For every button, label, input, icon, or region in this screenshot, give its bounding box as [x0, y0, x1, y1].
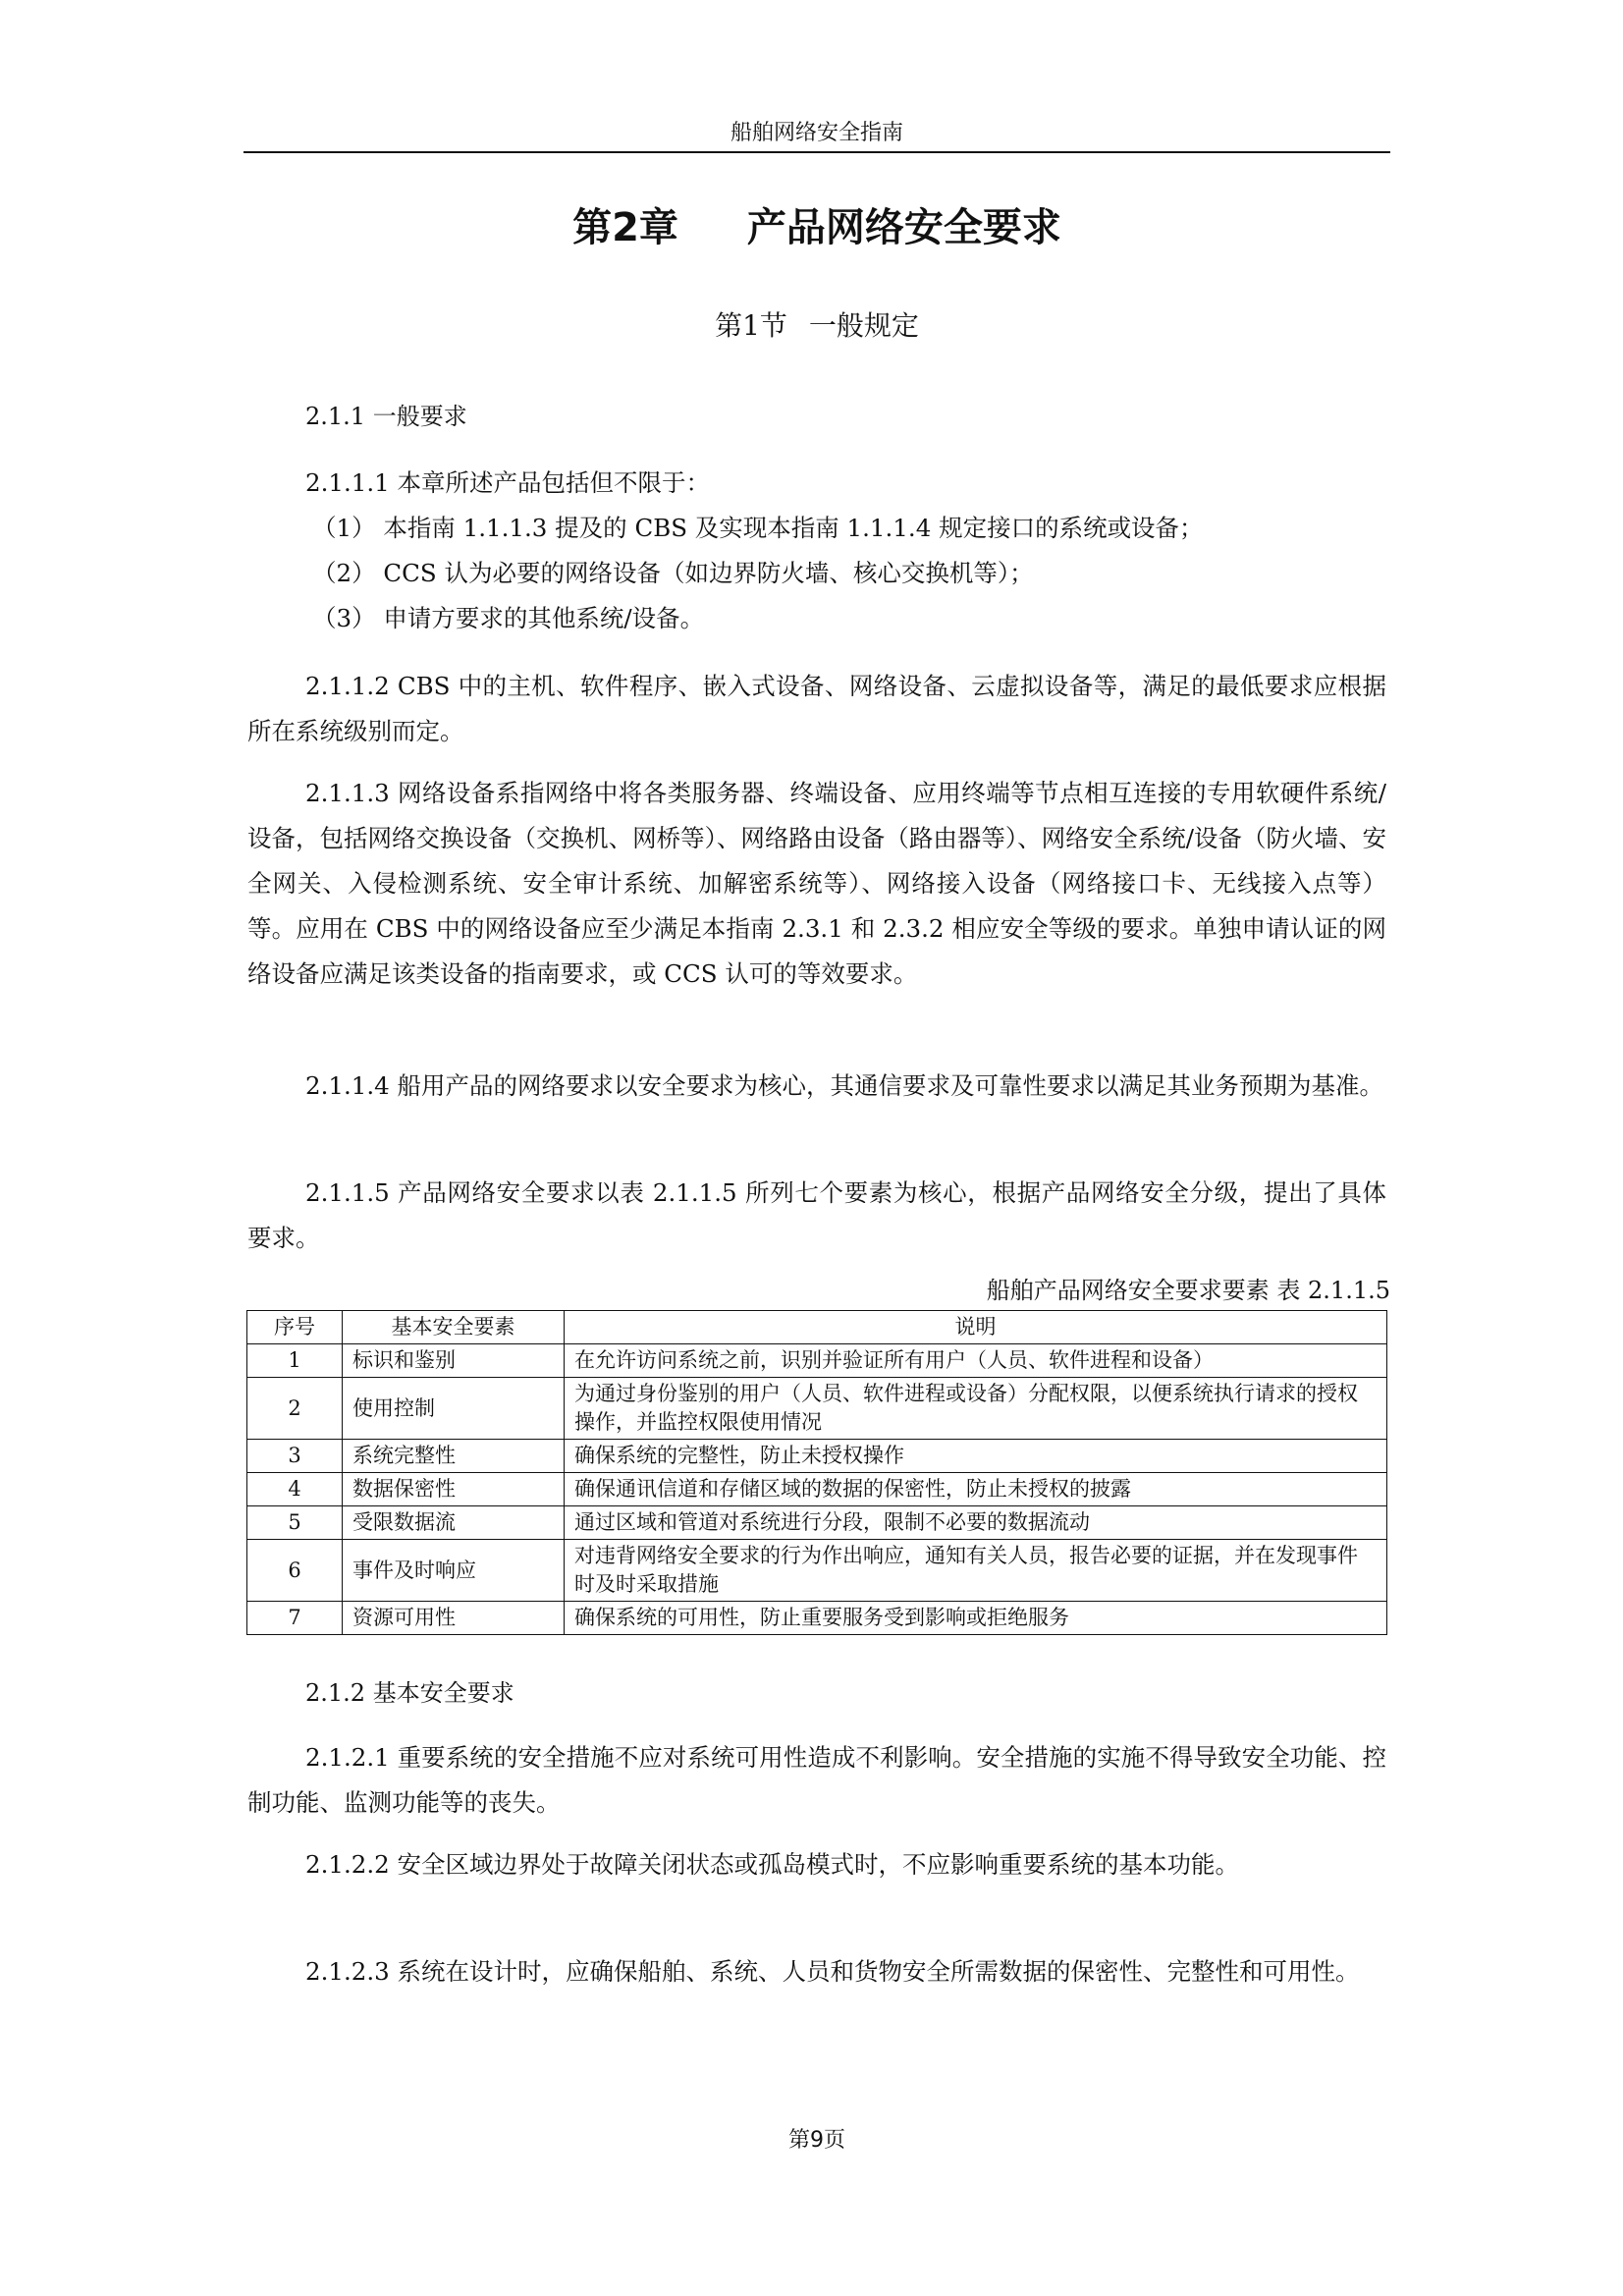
cell-index: 4 [247, 1473, 343, 1506]
section-number: 第1节 [715, 309, 787, 342]
table-row [247, 1344, 1387, 1378]
header-cell: 说明 [565, 1311, 1387, 1344]
table-row [247, 1473, 1387, 1506]
section-name: 一般规定 [808, 309, 919, 342]
cell-element: 受限数据流 [343, 1506, 565, 1540]
paragraph-2-1-2-3: 2.1.2.3 系统在设计时，应确保船舶、系统、人员和货物安全所需数据的保密性、完整性和可用性。 [305, 1957, 1360, 1986]
list-item: （1） 本指南 1.1.1.3 提及的 CBS 及实现本指南 1.1.1.4 规定接口的系统或设备； [312, 514, 1204, 542]
paragraph-2-1-2-2: 2.1.2.2 安全区域边界处于故障关闭状态或孤岛模式时，不应影响重要系统的基本功能。 [305, 1850, 1239, 1879]
paragraph-2-1-1-2: 2.1.1.2 CBS 中的主机、软件程序、嵌入式设备、网络设备、云虚拟设备等，满足的最低要求应根据所在系统级别而定。 [247, 672, 1386, 745]
cell-element: 标识和鉴别 [343, 1344, 565, 1378]
paragraph-2-1-2-1: 2.1.2.1 重要系统的安全措施不应对系统可用性造成不利影响。安全措施的实施不得导致安全功能、控制功能、监测功能等的丧失。 [247, 1743, 1386, 1817]
table-row [247, 1506, 1387, 1540]
chapter-number: 第2章 [572, 205, 678, 250]
cell-index: 2 [247, 1378, 343, 1440]
cell-description: 对违背网络安全要求的行为作出响应，通知有关人员，报告必要的证据，并在发现事件时及时采取措施 [565, 1540, 1387, 1602]
section-title [243, 304, 1390, 344]
paragraph-2-1-1-3: 2.1.1.3 网络设备系指网络中将各类服务器、终端设备、应用终端等节点相互连接的专用软硬件系统/设备，包括网络交换设备（交换机、网桥等）、网络路由设备（路由器等）、网络安全系统/设备（防火墙、安全网关、入侵检测系统、安全审计系统、加解密系统等）、网络接入设备（网络接口卡、无线接入点等）等。应用在 CBS 中的网络设备应至少满足本指南 2.3.1 和 2.3.2 相应安全等级的要求。单独申请认证的网络设备应满足该类设备的指南要求，或 CCS 认可的等效要求。 [247, 779, 1386, 988]
cell-description: 确保系统的完整性，防止未授权操作 [565, 1440, 1387, 1473]
table-header-row [247, 1311, 1387, 1344]
cell-element: 事件及时响应 [343, 1540, 565, 1602]
cell-index: 7 [247, 1602, 343, 1635]
security-elements-table [246, 1310, 1387, 1635]
table-caption-number: 表 2.1.1.5 [1276, 1277, 1390, 1304]
header-rule [243, 151, 1390, 153]
heading-text: 一般要求 [372, 403, 467, 430]
table-caption-title: 船舶产品网络安全要求要素 [986, 1277, 1270, 1304]
list-item: （2） CCS 认为必要的网络设备（如边界防火墙、核心交换机等）； [312, 559, 1034, 587]
cell-description: 为通过身份鉴别的用户（人员、软件进程或设备）分配权限，以便系统执行请求的授权操作，并监控权限使用情况 [565, 1378, 1387, 1440]
table-row [247, 1378, 1387, 1440]
table-row [247, 1602, 1387, 1635]
list-item: （3） 申请方要求的其他系统/设备。 [312, 604, 705, 632]
cell-description: 在允许访问系统之前，识别并验证所有用户（人员、软件进程和设备） [565, 1344, 1387, 1378]
heading-number: 2.1.2 [305, 1679, 366, 1707]
cell-index: 3 [247, 1440, 343, 1473]
cell-element: 数据保密性 [343, 1473, 565, 1506]
paragraph-2-1-1-4: 2.1.1.4 船用产品的网络要求以安全要求为核心，其通信要求及可靠性要求以满足其业务预期为基准。 [305, 1071, 1383, 1100]
header-cell: 基本安全要素 [343, 1311, 565, 1344]
heading-2-1-1 [305, 397, 467, 431]
heading-number: 2.1.1 [305, 403, 366, 430]
table-row [247, 1440, 1387, 1473]
heading-2-1-2 [305, 1673, 514, 1708]
cell-description: 确保系统的可用性，防止重要服务受到影响或拒绝服务 [565, 1602, 1387, 1635]
cell-index: 1 [247, 1344, 343, 1378]
page-number: 第9页 [788, 2128, 845, 2153]
cell-index: 6 [247, 1540, 343, 1602]
cell-description: 确保通讯信道和存储区域的数据的保密性，防止未授权的披露 [565, 1473, 1387, 1506]
chapter-name: 产品网络安全要求 [746, 205, 1061, 250]
chapter-title [243, 196, 1390, 252]
cell-element: 使用控制 [343, 1378, 565, 1440]
table-caption [987, 1271, 1390, 1305]
header-cell: 序号 [247, 1311, 343, 1344]
cell-element: 资源可用性 [343, 1602, 565, 1635]
cell-description: 通过区域和管道对系统进行分段，限制不必要的数据流动 [565, 1506, 1387, 1540]
cell-element: 系统完整性 [343, 1440, 565, 1473]
running-header: 船舶网络安全指南 [730, 121, 903, 145]
cell-index: 5 [247, 1506, 343, 1540]
table-row [247, 1540, 1387, 1602]
paragraph-2-1-1-1-intro: 2.1.1.1 本章所述产品包括但不限于： [305, 468, 711, 497]
paragraph-2-1-1-5: 2.1.1.5 产品网络安全要求以表 2.1.1.5 所列七个要素为核心，根据产品网络安全分级，提出了具体要求。 [247, 1178, 1386, 1252]
heading-text: 基本安全要求 [372, 1679, 514, 1707]
